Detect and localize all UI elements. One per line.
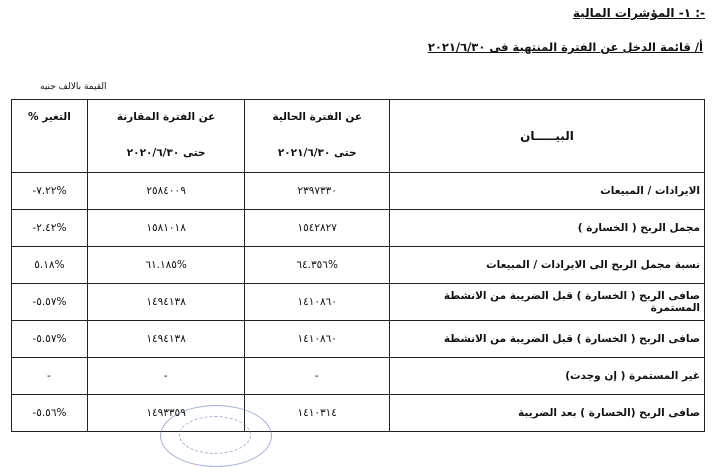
- row-label: مجمل الربح ( الخسارة ): [390, 210, 705, 247]
- row-label: صافى الربح ( الخسارة ) قبل الضريبة من الانشطة المستمرة: [390, 284, 705, 321]
- header-comparative-title: عن الفترة المقارنة: [87, 100, 245, 135]
- section-heading: ١- المؤشرات المالية :-: [572, 6, 705, 20]
- table-row: [12, 395, 705, 432]
- row-label: غير المستمرة ( إن وجدت): [390, 358, 705, 395]
- row-current-value: ١٤١٠٨٦٠: [245, 321, 390, 358]
- row-current-value: %٦٤.٣٥٦: [245, 247, 390, 284]
- row-change-value: -: [12, 358, 88, 395]
- table-row: [12, 284, 705, 321]
- table-row: [12, 358, 705, 395]
- table-row: [12, 173, 705, 210]
- row-label: نسبة مجمل الربح الى الايرادات / المبيعات: [390, 247, 705, 284]
- row-change-value: %٥.٥٧-: [12, 321, 88, 358]
- row-change-value: %٥.٥٧-: [12, 284, 88, 321]
- row-current-value: ١٤١٠٨٦٠: [245, 284, 390, 321]
- row-comparative-value: ١٥٨١٠١٨: [87, 210, 245, 247]
- table-row: [12, 321, 705, 358]
- header-change-title: التغير %: [12, 100, 88, 135]
- header-change-empty: [12, 134, 88, 173]
- row-label: صافى الربح (الخسارة ) بعد الضريبة: [390, 395, 705, 432]
- row-current-value: ١٥٤٢٨٢٧: [245, 210, 390, 247]
- row-current-value: ١٤١٠٣١٤: [245, 395, 390, 432]
- header-current-date: حتى ٢٠٢١/٦/٣٠: [245, 134, 390, 173]
- row-label: صافى الربح ( الخسارة ) قبل الضريبة من الانشطة: [390, 321, 705, 358]
- table-row: [12, 210, 705, 247]
- row-change-value: %٢.٤٢-: [12, 210, 88, 247]
- row-comparative-value: ١٤٩٤١٣٨: [87, 321, 245, 358]
- row-comparative-value: ٢٥٨٤٠٠٩: [87, 173, 245, 210]
- header-comparative-date: حتى ٢٠٢٠/٦/٣٠: [87, 134, 245, 173]
- row-current-value: ٢٣٩٧٣٣٠: [245, 173, 390, 210]
- income-statement-table: [11, 99, 705, 432]
- header-current-title: عن الفترة الحالية: [245, 100, 390, 135]
- row-change-value: %٧.٢٢-: [12, 173, 88, 210]
- row-comparative-value: ١٤٩٤١٣٨: [87, 284, 245, 321]
- header-label: البيـــــان: [390, 100, 705, 173]
- row-change-value: %٥.١٨: [12, 247, 88, 284]
- row-label: الايرادات / المبيعات: [390, 173, 705, 210]
- unit-note: القيمة بالالف جنيه: [40, 82, 107, 92]
- table-row: [12, 247, 705, 284]
- row-change-value: %٥.٥٦-: [12, 395, 88, 432]
- row-comparative-value: ١٤٩٣٣٥٩: [87, 395, 245, 432]
- row-comparative-value: -: [87, 358, 245, 395]
- row-current-value: -: [245, 358, 390, 395]
- row-comparative-value: %٦١.١٨٥: [87, 247, 245, 284]
- statement-heading: أ/ قائمة الدخل عن الفترة المنتهية فى ٢٠٢١/٦/٣٠: [427, 40, 703, 54]
